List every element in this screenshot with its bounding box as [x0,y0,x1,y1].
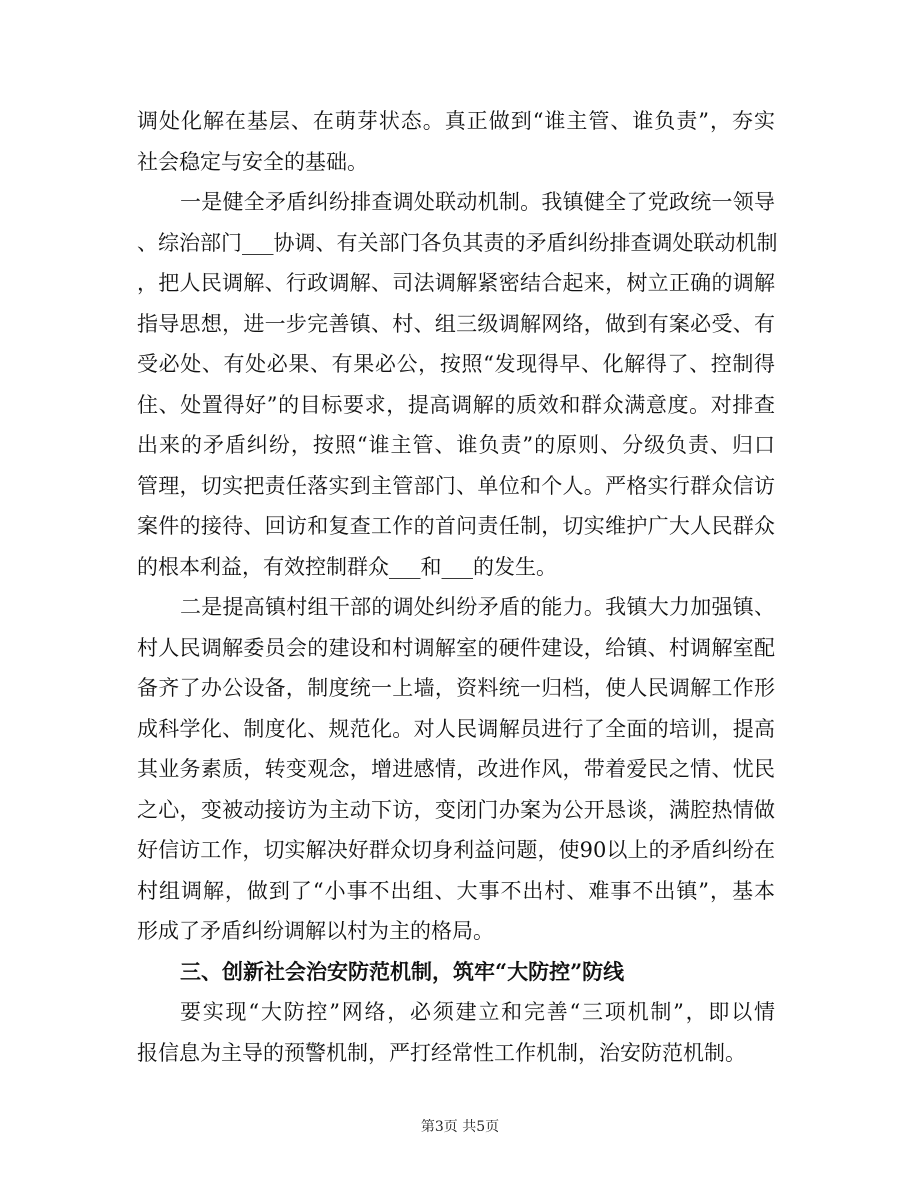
text-line: 备齐了办公设备，制度统一上墙，资料统一归档，使人民调解工作形 [137,676,775,700]
text-line: 、综治部门___协调、有关部门各负其责的矛盾纠纷排查调处联动机制 [137,230,778,255]
paragraph-first-line: 二是提高镇村组干部的调处纠纷矛盾的能力。我镇大力加强镇、 [180,595,775,619]
text-line: 指导思想，进一步完善镇、村、组三级调解网络，做到有案必受、有 [137,311,775,336]
text-line: 住、处置得好”的目标要求，提高调解的质效和群众满意度。对排查 [137,392,775,417]
text-line: 的根本利益，有效控制群众___和___的发生。 [137,554,557,579]
text-line: 好信访工作，切实解决好群众切身利益问题，使90以上的矛盾纠纷在 [137,838,775,862]
text-line: 村人民调解委员会的建设和村调解室的硬件建设，给镇、村调解室配 [137,635,775,660]
text-line: 社会稳定与安全的基础。 [137,149,368,174]
text-line: 形成了矛盾纠纷调解以村为主的格局。 [137,919,494,943]
text-line: 其业务素质，转变观念，增进感情，改进作风，带着爱民之情、忧民 [137,757,775,781]
text-line: 管理，切实把责任落实到主管部门、单位和个人。严格实行群众信访 [137,473,775,498]
text-line: 受必处、有处必果、有果必公，按照“发现得早、化解得了、控制得 [137,352,775,376]
text-line: ，把人民调解、行政调解、司法调解紧密结合起来，树立正确的调解 [137,271,775,295]
text-line: 案件的接待、回访和复查工作的首问责任制，切实维护广大人民群众 [137,514,775,538]
text-line: 调处化解在基层、在萌芽状态。真正做到“谁主管、谁负责”，夯实 [137,109,775,133]
page-number: 第3页 共5页 [420,1119,500,1135]
section-heading: 三、创新社会治安防范机制，筑牢“大防控”防线 [180,958,625,984]
paragraph-first-line: 一是健全矛盾纠纷排查调处联动机制。我镇健全了党政统一领导 [180,190,775,214]
text-line: 之心，变被动接访为主动下访，变闭门办案为公开恳谈，满腔热情做 [137,797,775,822]
text-line: 出来的矛盾纠纷，按照“谁主管、谁负责”的原则、分级负责、归口 [137,433,775,457]
paragraph-first-line: 要实现“大防控”网络，必须建立和完善“三项机制”，即以情 [180,1000,775,1024]
document-body [137,101,778,1073]
text-line: 村组调解，做到了“小事不出组、大事不出村、难事不出镇”，基本 [137,878,775,903]
text-line: 报信息为主导的预警机制，严打经常性工作机制，治安防范机制。 [137,1040,746,1065]
text-line: 成科学化、制度化、规范化。对人民调解员进行了全面的培训，提高 [137,716,775,741]
